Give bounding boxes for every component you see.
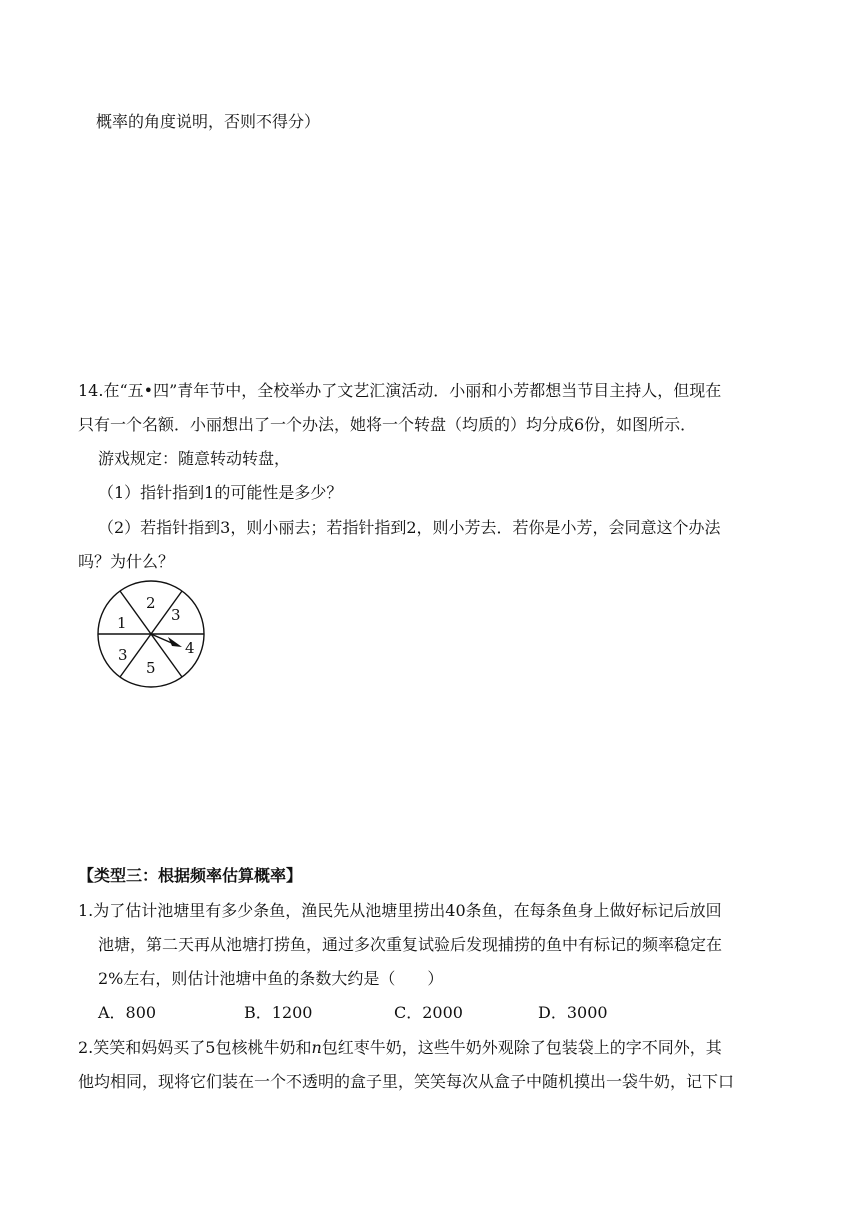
q14-sub2-cont: 吗？为什么？	[78, 552, 175, 571]
q1-line1: 1.为了估计池塘里有多少条鱼，渔民先从池塘里捞出40条鱼，在每条鱼身上做好标记后放回	[78, 901, 722, 920]
spinner-number-4: 4	[185, 639, 195, 657]
q1-option-d: D．3000	[538, 1003, 608, 1022]
spinner-number-5: 5	[146, 659, 156, 677]
q14-line1: 14.在“五•四”青年节中，全校举办了文艺汇演活动．小丽和小芳都想当节目主持人，但现在	[78, 381, 722, 400]
spinner-number-3-left: 3	[118, 646, 128, 664]
q14-line2: 只有一个名额．小丽想出了一个办法，她将一个转盘（均质的）均分成6份，如图所示．	[78, 415, 697, 434]
spinner-number-2: 2	[146, 594, 156, 612]
q2-line2: 他均相同，现将它们装在一个不透明的盒子里，笑笑每次从盒子中随机摸出一袋牛奶，记下口	[78, 1072, 735, 1091]
q1-option-b: B．1200	[244, 1003, 313, 1022]
q1-line3: 2%左右，则估计池塘中鱼的条数大约是（ ）	[98, 969, 444, 988]
spinner-number-1: 1	[117, 614, 127, 632]
spinner-figure	[96, 580, 212, 690]
q14-sub1: （1）指针指到1的可能性是多少？	[98, 483, 343, 502]
section-heading: 【类型三：根据频率估算概率】	[78, 866, 303, 885]
q2-line1-part1: 2.笑笑和妈妈买了5包核桃牛奶和	[78, 1038, 312, 1057]
q1-option-a: A．800	[98, 1003, 157, 1022]
q14-sub2: （2）若指针指到3，则小丽去；若指针指到2，则小芳去．若你是小芳，会同意这个办法	[98, 518, 721, 537]
q2-line1	[78, 1038, 722, 1058]
q1-option-c: C．2000	[394, 1003, 463, 1022]
q14-rule: 游戏规定：随意转动转盘，	[98, 449, 291, 468]
spinner-number-3-top: 3	[171, 606, 181, 624]
q2-line1-part2: 包红枣牛奶，这些牛奶外观除了包装袋上的字不同外，其	[321, 1038, 722, 1057]
q2-variable-n: n	[311, 1038, 322, 1057]
q1-line2: 池塘，第二天再从池塘打捞鱼，通过多次重复试验后发现捕捞的鱼中有标记的频率稳定在	[98, 935, 723, 954]
continuation-text: 概率的角度说明，否则不得分）	[96, 112, 321, 131]
